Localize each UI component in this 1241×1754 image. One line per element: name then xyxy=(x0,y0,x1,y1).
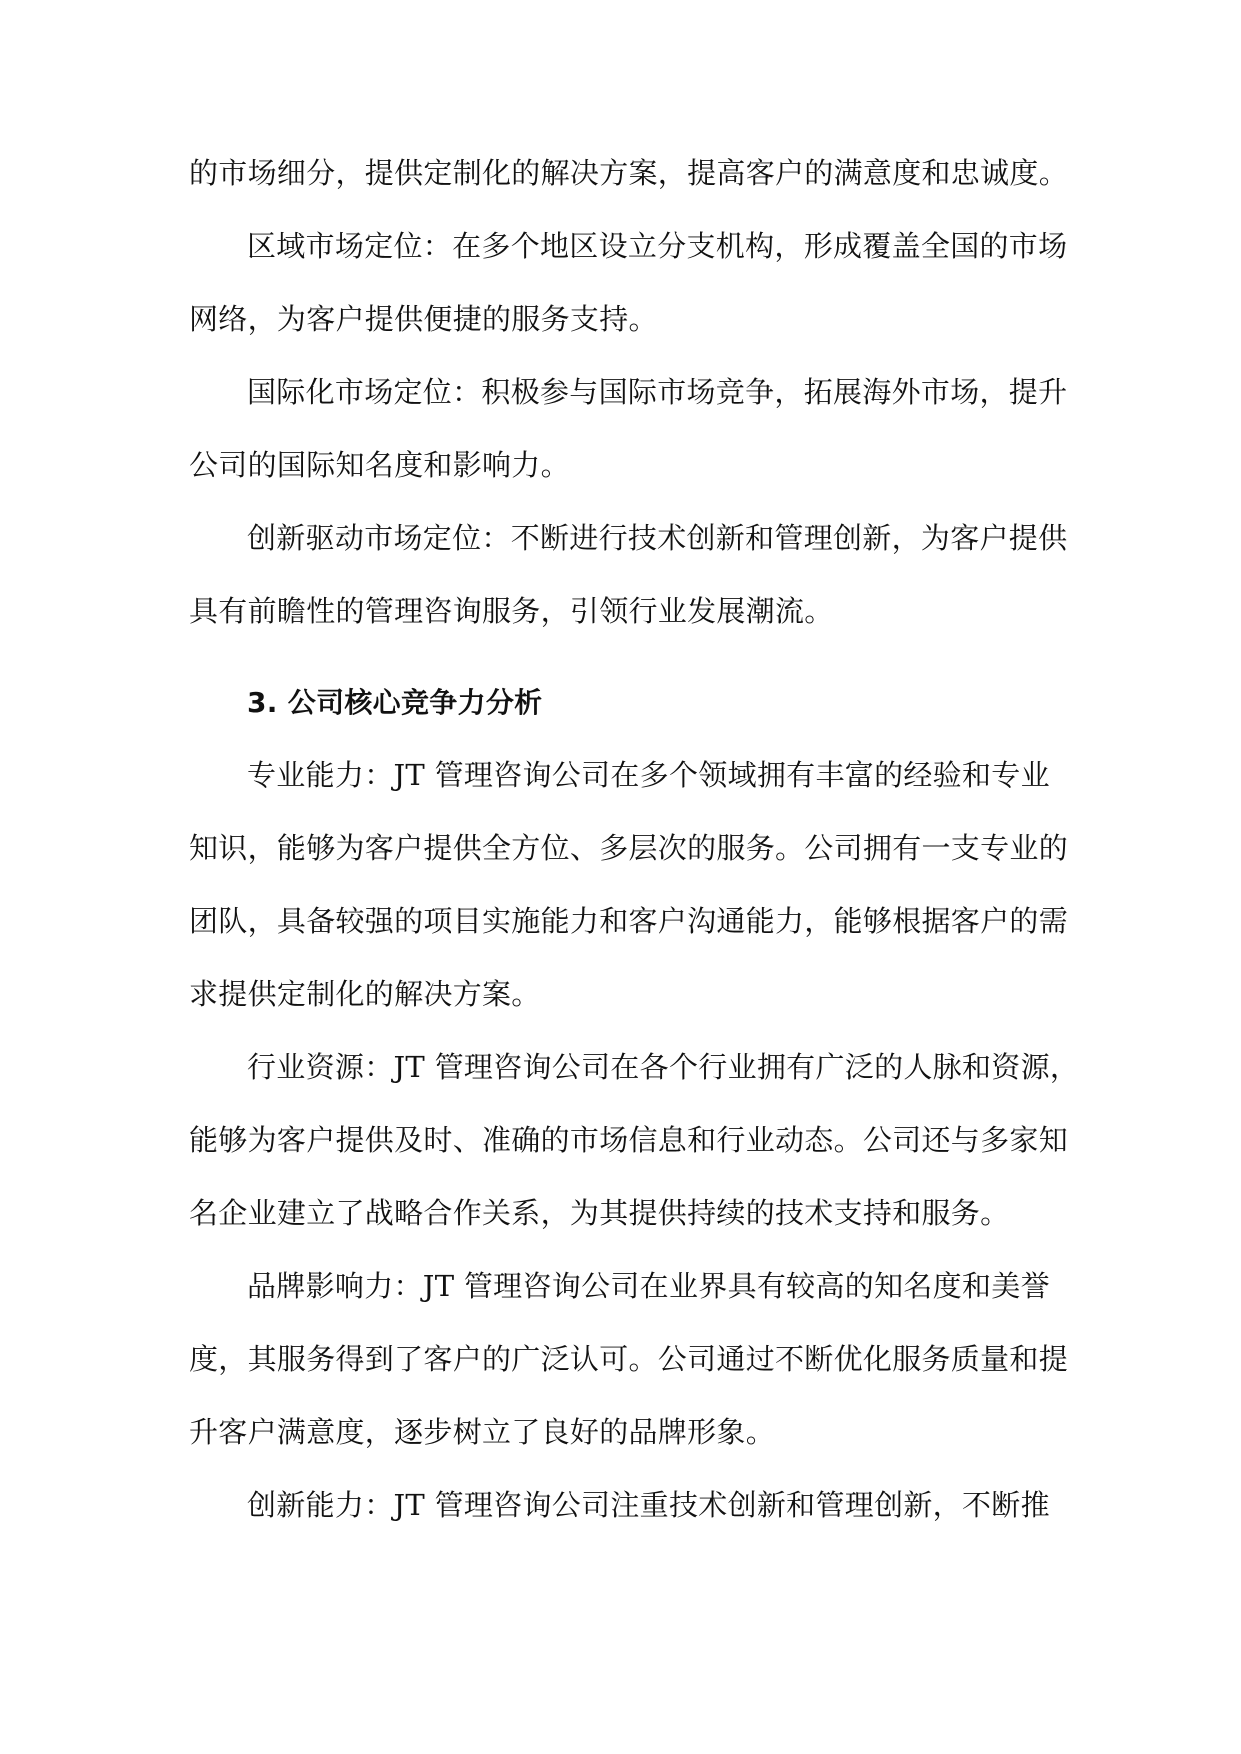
text-line: 创新能力：JT 管理咨询公司注重技术创新和管理创新，不断推 xyxy=(247,1488,1050,1522)
text-line: 具有前瞻性的管理咨询服务，引领行业发展潮流。 xyxy=(189,594,834,628)
paragraph-international-market xyxy=(189,356,1068,502)
text-line: 团队，具备较强的项目实施能力和客户沟通能力，能够根据客户的需 xyxy=(189,904,1069,938)
paragraph-industry-resources xyxy=(189,1031,1080,1250)
text-line: 公司的国际知名度和影响力。 xyxy=(189,448,570,482)
section-heading xyxy=(189,666,1059,739)
text-line: 能够为客户提供及时、准确的市场信息和行业动态。公司还与多家知 xyxy=(189,1123,1069,1157)
text-line: 名企业建立了战略合作关系，为其提供持续的技术支持和服务。 xyxy=(189,1196,1010,1230)
text-line: 品牌影响力：JT 管理咨询公司在业界具有较高的知名度和美誉 xyxy=(247,1269,1050,1303)
section-title: 3. 公司核心竞争力分析 xyxy=(247,686,543,719)
paragraph-market-segmentation-end xyxy=(189,137,1069,210)
text-line: 国际化市场定位：积极参与国际市场竞争，拓展海外市场，提升 xyxy=(247,375,1068,409)
text-line: 的市场细分，提供定制化的解决方案，提高客户的满意度和忠诚度。 xyxy=(189,156,1069,190)
text-line: 行业资源：JT 管理咨询公司在各个行业拥有广泛的人脉和资源， xyxy=(247,1050,1080,1084)
text-line: 知识，能够为客户提供全方位、多层次的服务。公司拥有一支专业的 xyxy=(189,831,1069,865)
text-line: 创新驱动市场定位：不断进行技术创新和管理创新，为客户提供 xyxy=(247,521,1068,555)
paragraph-innovation-market xyxy=(189,502,1068,648)
text-line: 度，其服务得到了客户的广泛认可。公司通过不断优化服务质量和提 xyxy=(189,1342,1069,1376)
text-line: 升客户满意度，逐步树立了良好的品牌形象。 xyxy=(189,1415,776,1449)
paragraph-professional-ability xyxy=(189,739,1069,1031)
paragraph-innovation-ability xyxy=(189,1469,1059,1542)
text-line: 求提供定制化的解决方案。 xyxy=(189,977,541,1011)
paragraph-regional-market xyxy=(189,210,1068,356)
text-line: 区域市场定位：在多个地区设立分支机构，形成覆盖全国的市场 xyxy=(247,229,1068,263)
text-line: 专业能力：JT 管理咨询公司在多个领域拥有丰富的经验和专业 xyxy=(247,758,1050,792)
paragraph-brand-influence xyxy=(189,1250,1069,1469)
text-line: 网络，为客户提供便捷的服务支持。 xyxy=(189,302,658,336)
